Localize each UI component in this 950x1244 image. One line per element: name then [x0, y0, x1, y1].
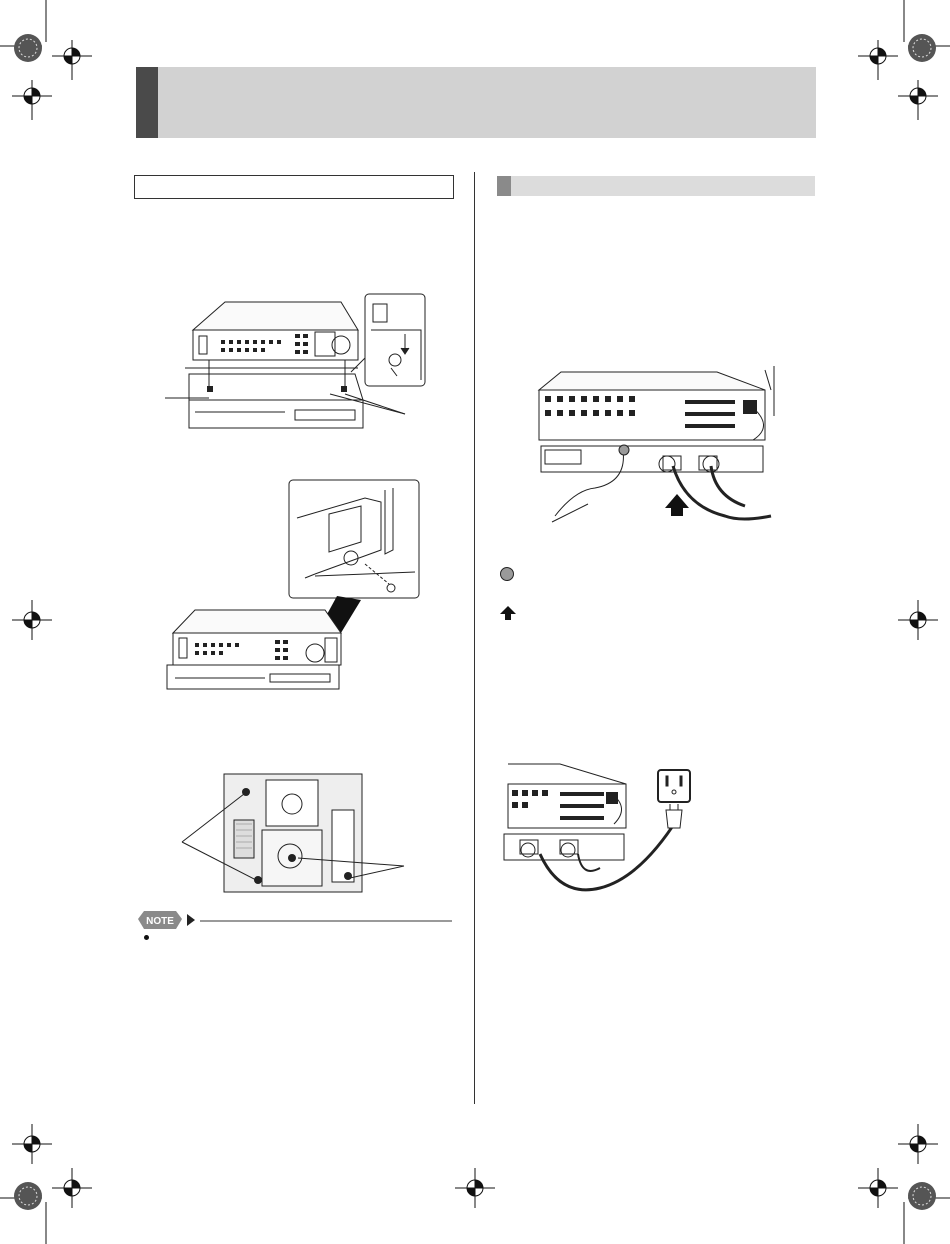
- note-text: [156, 932, 446, 944]
- note-badge: [136, 909, 182, 930]
- right-section-heading-box: [497, 176, 815, 196]
- left-section-heading-box: [134, 175, 454, 199]
- power-plug-outlet-illustration: [500, 758, 725, 908]
- callout-lines: [548, 366, 788, 526]
- gray-circle-marker-icon: [500, 567, 514, 581]
- note-bullet: [144, 935, 149, 940]
- dvr-top-view-screws-illustration: [172, 770, 412, 895]
- dvr-rack-bracket-screw-illustration: [165, 478, 425, 693]
- chapter-header-band: [136, 67, 816, 138]
- note-label: NOTE: [146, 916, 174, 927]
- up-arrow-marker-icon: [500, 606, 516, 620]
- chapter-header-tab: [136, 67, 158, 138]
- dvr-front-with-feet-illustration: [165, 290, 435, 430]
- right-section-heading-tab: [497, 176, 511, 196]
- note-rule: [200, 920, 452, 922]
- column-divider: [474, 172, 475, 1104]
- note-arrow-icon: [186, 913, 196, 927]
